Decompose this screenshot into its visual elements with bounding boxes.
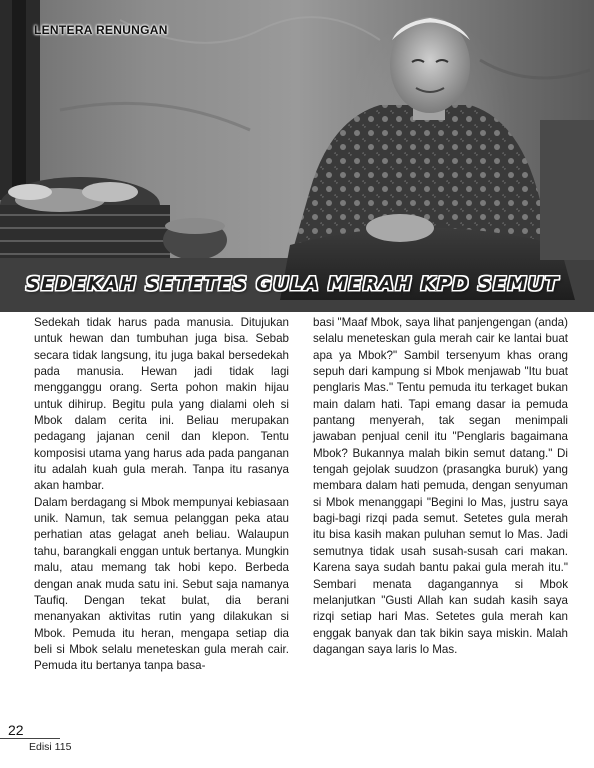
article-right-column: [313, 315, 568, 658]
article-paragraph: Sedekah tidak harus pada manusia. Ditujukan untuk hewan dan tumbuhan juga bisa. Sebab secara tidak langsung, itu juga bakal bersedekah pada manusia. Hewan jadi tidak lagi mengganggu orang. Serta pohon makin hijau untuk dihirup. Begitu pula yang dialami oleh si Mbok dalam cerita ini. Beliau merupakan pedagang jajanan cenil dan klepon. Tentu komposisi utama yang harus ada pada panganan itu adalah kuah gula merah. Tanpa itu rasanya akan hambar.: [34, 316, 289, 493]
article-headline: SEDEKAH SETETES GULA MERAH KPD SEMUT: [26, 273, 560, 295]
elderly-woman-photo: [0, 0, 594, 312]
article-paragraph: Dalam berdagang si Mbok mempunyai kebiasaan unik. Namun, tak semua pelanggan peka atau perhatian atas gelagat aneh beliau. Walaupun tahu, barangkali enggan untuk bertanya. Mungkin malu, atau memang tak hobi kepo. Berbeda dengan anak muda satu ini. Sebut saja namanya Taufiq. Dengan tekat bulat, dia berani menanyakan aktivitas rutin yang dilakukan si Mbok. Pemuda itu heran, mengapa setiap dia beli si Mbok selalu meneteskan gula merah cair. Pemuda itu bertanya tanpa basa-: [34, 495, 289, 673]
article-left-column: [34, 315, 289, 675]
footer-divider: [0, 738, 60, 739]
article-paragraph: basi "Maaf Mbok, saya lihat panjengengan (anda) selalu meneteskan gula merah cair ke lantai buat apa ya Mbok?" Sambil tersenyum khas orang sepuh dari kampung si Mbok menjawab "Itu buat penglaris Mas." Tentu pemuda itu terkaget bukan main dalam hati. Tapi emang dasar ia pemuda pantang menyerah, tak segan menimpali jawaban penjual cenil itu "Penglaris bagaimana Mbok? Bukannya malah bikin semut datang." Di tengah gejolak suudzon (prasangka buruk) yang membara dalam hati pemuda, dengan senyuman si Mbok menanggapi "Begini lo Mas, justru saya bagi-bagi rizqi pada semut. Setetes gula merah itu bisa kasih makan puluhan semut lo Mas. Jadi semutnya tidak usah susah-susah cari makan. Karena saya sudah bantu pakai gula merah itu." Sembari menata dagangannya si Mbok melanjutkan "Gusti Allah kan sudah kasih saya rizqi setiap hari Mas. Setetes gula merah kan enggak banyak dan tak bikin saya miskin. Malah dagangan saya laris lo Mas.: [313, 316, 568, 656]
section-rubric: LENTERA RENUNGAN: [34, 23, 168, 37]
hero-photo: [0, 0, 594, 312]
edition-label: Edisi 115: [29, 741, 72, 753]
page-number: 22: [8, 722, 24, 738]
